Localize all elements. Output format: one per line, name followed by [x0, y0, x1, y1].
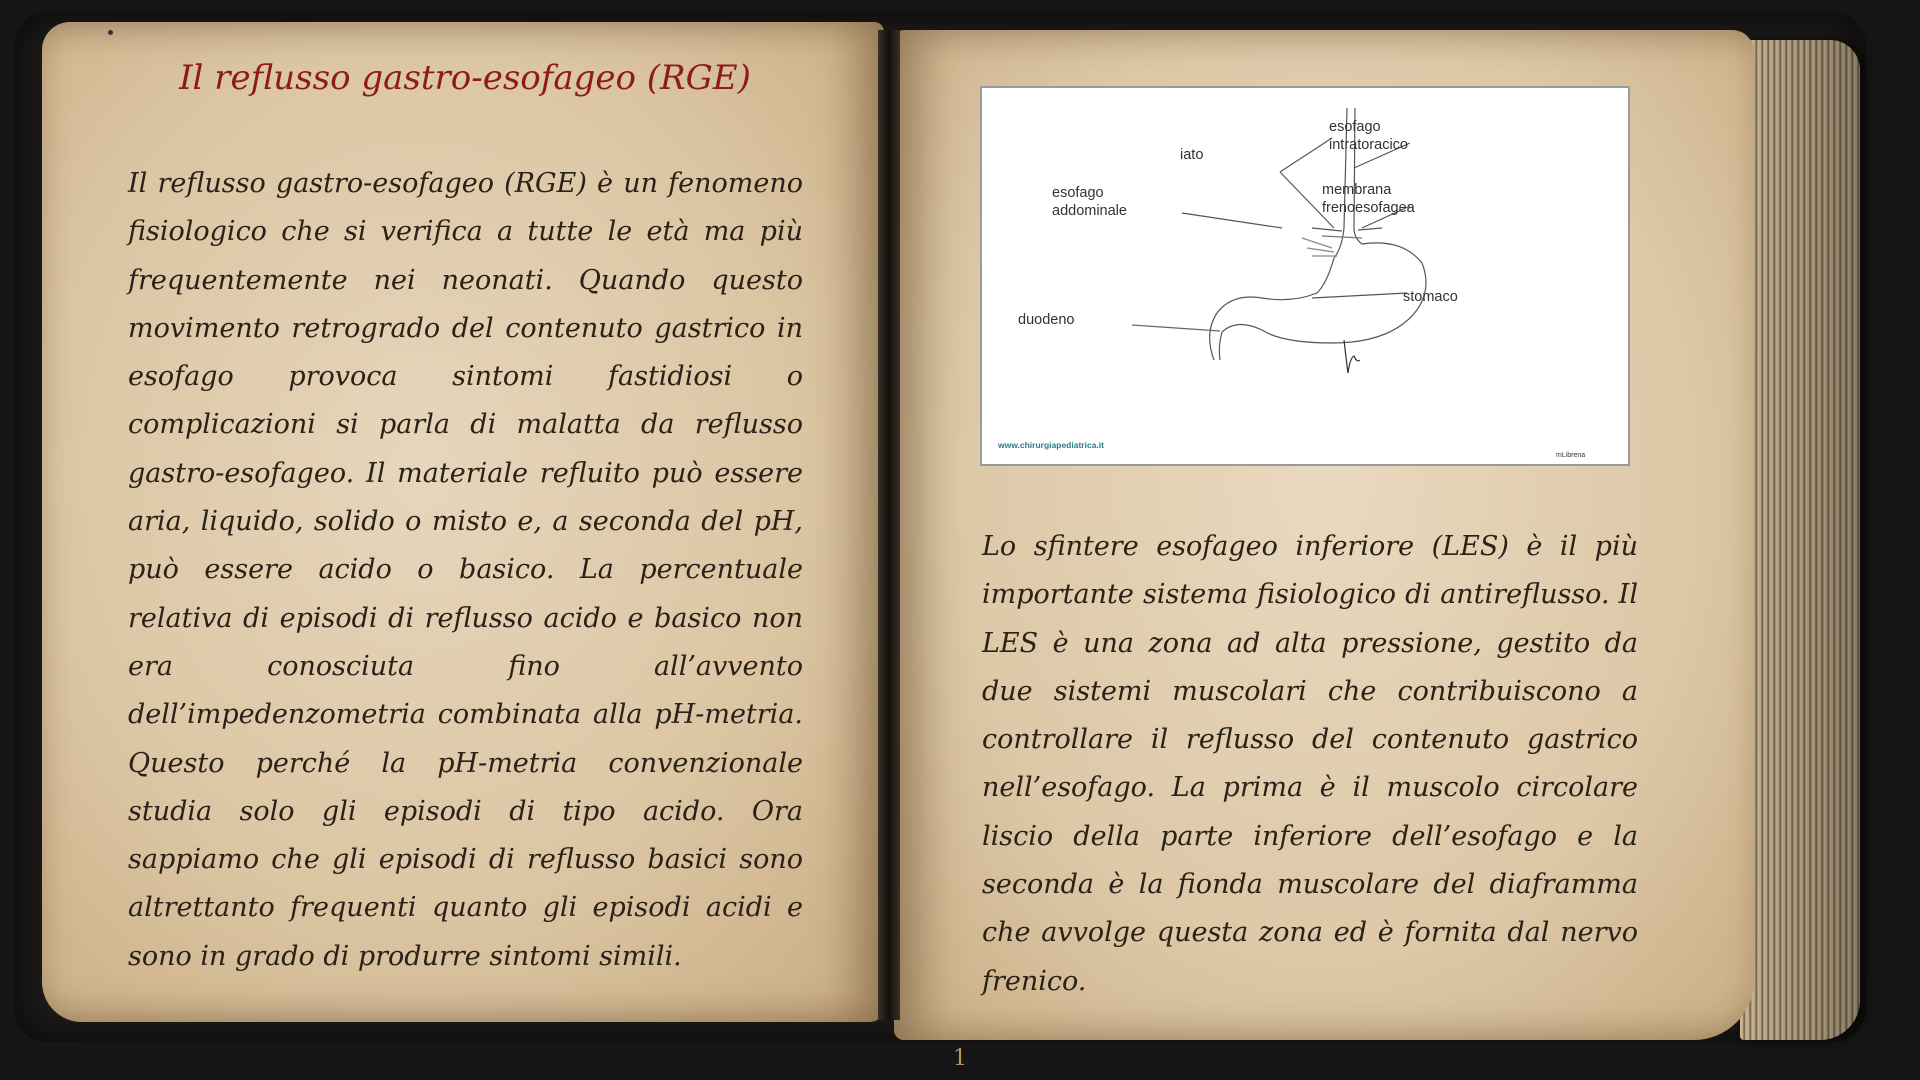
page-edges-shade	[1740, 40, 1860, 1040]
page-number: 1	[953, 1046, 967, 1071]
anatomy-figure	[980, 86, 1630, 466]
book-gutter	[878, 30, 900, 1020]
figure-credit: mLibrena	[1556, 452, 1586, 459]
label-esofago-addominale: esofago addominale	[1052, 185, 1127, 219]
label-duodeno: duodeno	[1018, 312, 1075, 328]
left-body-text: Il reflusso gastro-esofageo (RGE) è un fenomeno fisiologico che si verifica a tutte le età ma più frequentemente nei neonati. Quando questo movimento retrogrado del contenuto gastrico in esofago provoca sintomi fastidiosi o complicazioni si parla di malatta da reflusso gastro-esofageo. Il materiale refluito può essere aria, liquido, solido o misto e, a seconda del pH, può essere acido o basico. La percentuale relativa di episodi di reflusso acido e basico non era conosciuta fino all’avvento dell’impedenzometria combinata alla pH-metria. Questo perché la pH-metria convenzionale studia solo gli episodi di tipo acido. Ora sappiamo che gli episodi di reflusso basici sono altrettanto frequenti quanto gli episodi acidi e sono in grado di produrre sintomi simili.	[128, 168, 803, 972]
label-iato: iato	[1180, 147, 1204, 163]
figure-source-url: www.chirurgiapediatrica.it	[998, 440, 1104, 450]
page-title: Il reflusso gastro-esofageo (RGE)	[179, 58, 751, 98]
label-membrana: membrana frenoesofagea	[1322, 182, 1415, 216]
page-speck	[108, 30, 113, 35]
label-esofago-intratoracico: esofago intratoracico	[1329, 119, 1408, 153]
right-body-text: Lo sfintere esofageo inferiore (LES) è il più importante sistema fisiologico di antireflusso. Il LES è una zona ad alta pressione, gestito da due sistemi muscolari che contribuiscono a controllare il reflusso del contenuto gastrico nell’esofago. La prima è il muscolo circolare liscio della parte inferiore dell’esofago e la seconda è la fionda muscolare del diaframma che avvolge questa zona ed è fornita dal nervo frenico.	[982, 531, 1638, 997]
stomach-drawing	[982, 88, 1628, 464]
label-stomaco: stomaco	[1403, 289, 1458, 305]
